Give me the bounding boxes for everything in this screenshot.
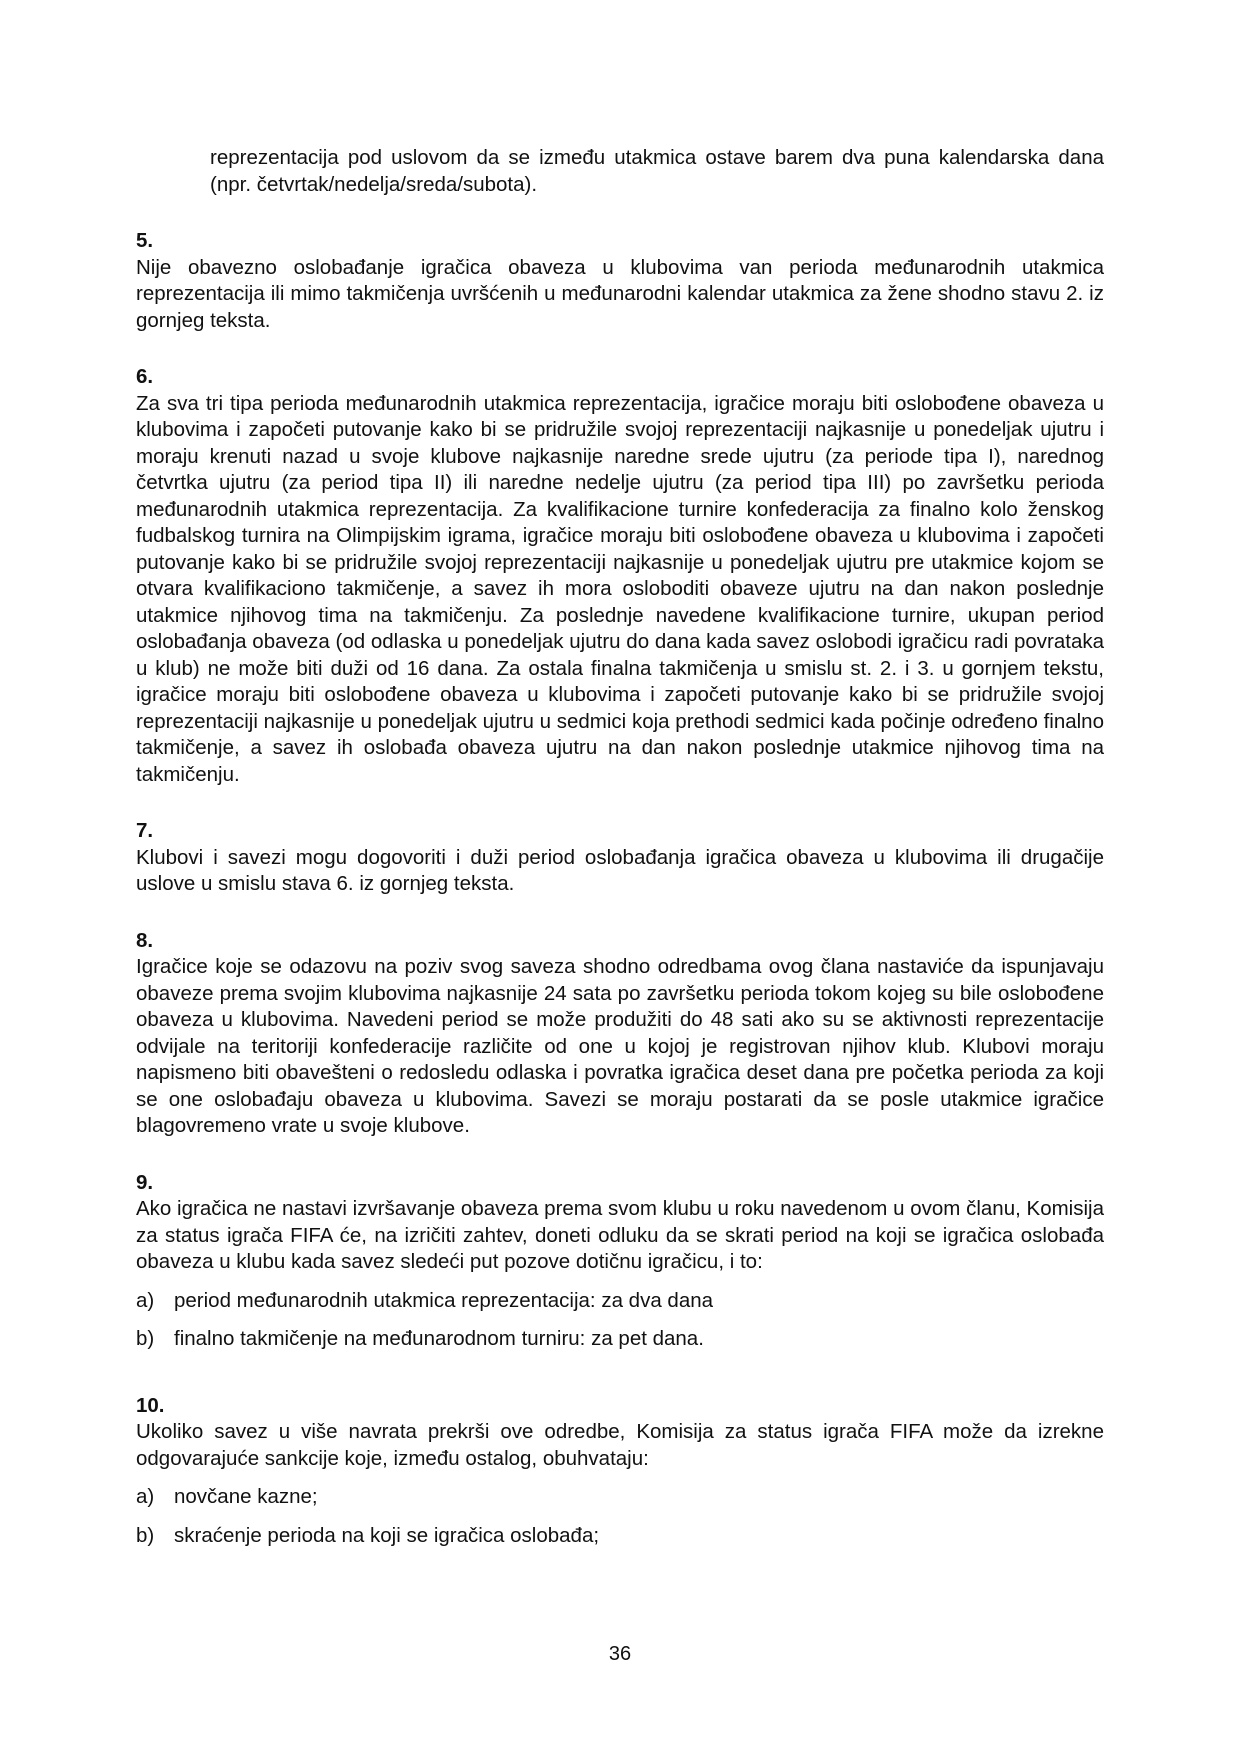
list-item [136,1288,1104,1315]
section-number: 9. [136,1170,154,1194]
section-6 [136,364,1104,788]
list-marker: a) [136,1288,155,1312]
section-8 [136,928,1104,1140]
section-text: Ako igračica ne nastavi izvršavanje obaveza prema svom klubu u roku navedenom u ovom članu, Komisija za status igrača FIFA će, na izričiti zahtev, doneti odluku da se skrati period na koji se igračica oslobađa obaveza u klubu kada savez sledeći put pozove dotičnu igračicu, i to: [136,1197,1104,1273]
list-item-text: finalno takmičenje na međunarodnom turniru: za pet dana. [174,1327,704,1350]
section-5 [136,228,1104,334]
list-item [136,1484,1104,1511]
list-item [136,1523,1104,1550]
page-number: 36 [608,1643,632,1665]
section-text: Nije obavezno oslobađanje igračica obaveza u klubovima van perioda međunarodnih utakmica reprezentacija ili mimo takmičenja uvršćenih u međunarodni kalendar utakmica za žene shodno stavu 2. iz gornjeg teksta. [136,255,1104,332]
section-number: 8. [136,928,154,952]
list-item-text: novčane kazne; [174,1485,318,1508]
section-number: 5. [136,229,154,252]
section-10-list [136,1484,1104,1549]
section-text: Igračice koje se odazovu na poziv svog saveza shodno odredbama ovog člana nastaviće da ispunjavaju obaveze prema svojim klubovima najkasnije 24 sata po završetku perioda tokom kojeg su bile oslobođene obaveza u klubovima. Navedeni period se može produžiti do 48 sati ako su se aktivnosti reprezentacije odvijale na teritoriji konfederacije različite od one u kojoj je registrovan njihov klub. Klubovi moraju napismeno biti obavešteni o redosledu odlaska i povratka igračica deset dana pre početka perioda za koji se one oslobađaju obaveza u klubovima. Savezi se moraju postarati da se posle utakmice igračice blagovremeno vrate u svoje klubove. [136,955,1104,1137]
list-marker: b) [136,1523,155,1547]
list-item [136,1326,1104,1353]
list-marker: a) [136,1485,155,1508]
section-text: Za sva tri tipa perioda međunarodnih utakmica reprezentacija, igračice moraju biti oslobođene obaveza u klubovima i započeti putovanje kako bi se pridružile svojoj reprezentaciji najkasnije u ponedeljak ujutru i moraju krenuti nazad u svoje klubove najkasnije naredne srede ujutru (za periode tipa I), narednog četvrtka ujutru (za period tipa II) ili naredne nedelje ujutru (za period tipa III) po završetku perioda međunarodnih utakmica reprezentacija. Za kvalifikacione turnire konfederacija za finalno kolo ženskog fudbalskog turnira na Olimpijskim igrama, igračice moraju biti oslobođene obaveza u klubovima i započeti putovanje kako bi se pridružile svojoj reprezentaciji najkasnije u ponedeljak ujutru pre utakmice kojom se otvara kvalifikaciono takmičenje, a savez ih mora osloboditi obaveze ujutru na dan nakon poslednje utakmice njihovog tima na takmičenju. Za poslednje navedene kvalifikacione turnire, ukupan period oslobađanja obaveza (od odlaska u ponedeljak ujutru do dana kada savez oslobodi igračicu radi povrataka u klub) ne može biti duži od 16 dana. Za ostala finalna takmičenja u smislu st. 2. i 3. u gornjem tekstu, igračice moraju biti oslobođene obaveza u klubovima i započeti putovanje kako bi se pridružile svojoj reprezentaciji najkasnije u ponedeljak ujutru u sedmici koja prethodi sedmici kada počinje određeno finalno takmičenje, a savez ih oslobađa obaveza ujutru na dan nakon poslednje utakmice njihovog tima na takmičenju. [136,391,1104,786]
document-page [136,145,1104,1549]
section-7 [136,818,1104,898]
list-marker: b) [136,1327,155,1350]
intro-continuation: reprezentacija pod uslovom da se između utakmica ostave barem dva puna kalendarska dana (npr. četvrtak/nedelja/sreda/subota). [210,146,1104,196]
section-text: Ukoliko savez u više navrata prekrši ove odredbe, Komisija za status igrača FIFA može da izrekne odgovarajuće sankcije koje, između ostalog, obuhvataju: [136,1420,1104,1470]
section-9-list [136,1288,1104,1353]
section-number: 10. [136,1393,165,1417]
section-number: 7. [136,819,154,842]
list-item-text: skraćenje perioda na koji se igračica oslobađa; [174,1523,600,1547]
section-number: 6. [136,365,154,388]
section-10 [136,1393,1104,1550]
section-text: Klubovi i savezi mogu dogovoriti i duži period oslobađanja igračica obaveza u klubovima ili drugačije uslove u smislu stava 6. iz gornjeg teksta. [136,845,1104,895]
list-item-text: period međunarodnih utakmica reprezentacija: za dva dana [174,1288,714,1312]
section-9 [136,1170,1104,1353]
